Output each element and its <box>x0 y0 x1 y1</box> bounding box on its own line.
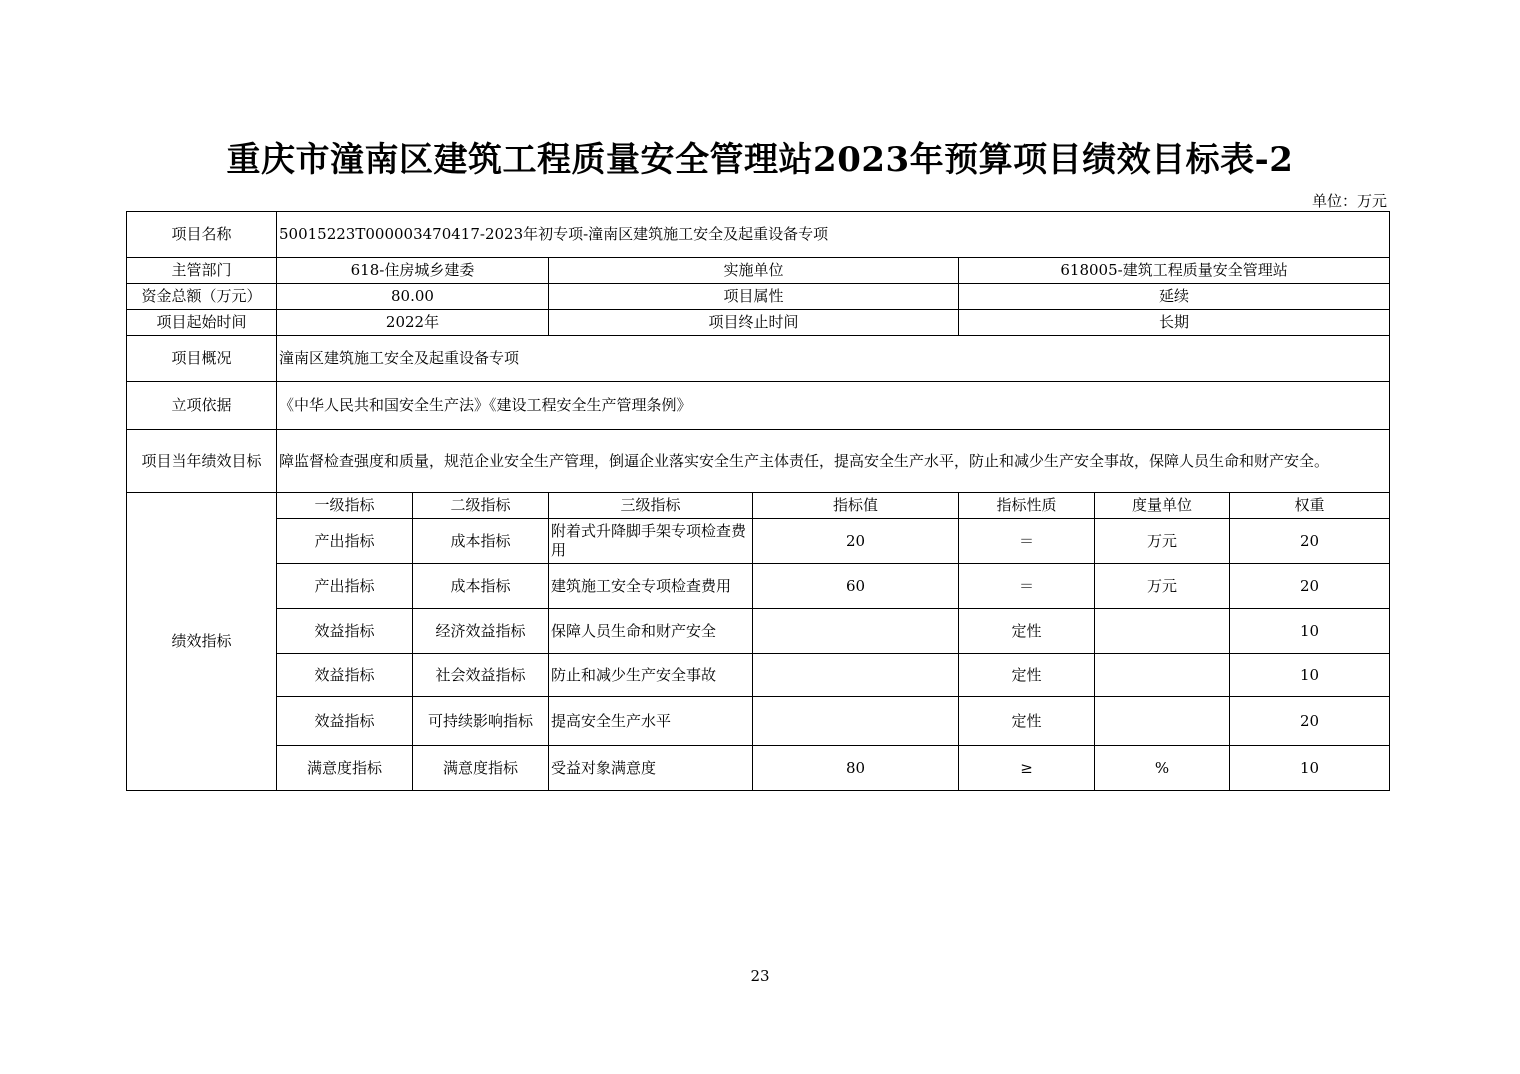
indicator-level1: 产出指标 <box>277 519 413 564</box>
indicator-nature: 定性 <box>959 697 1095 746</box>
basis-label: 立项依据 <box>127 382 277 430</box>
overview-label: 项目概况 <box>127 336 277 382</box>
indicator-level3: 受益对象满意度 <box>549 746 753 791</box>
indicator-level3: 提高安全生产水平 <box>549 697 753 746</box>
indicator-row <box>127 697 1390 746</box>
unit-label: 单位：万元 <box>1311 192 1387 210</box>
performance-target-table <box>126 211 1390 791</box>
indicator-level2: 成本指标 <box>413 519 549 564</box>
fund-label: 资金总额（万元） <box>127 284 277 310</box>
row-goal <box>127 430 1390 493</box>
indicator-level1: 满意度指标 <box>277 746 413 791</box>
header-level3: 三级指标 <box>549 493 753 519</box>
indicator-value: 20 <box>753 519 959 564</box>
indicator-nature: ＝ <box>959 519 1095 564</box>
end-label: 项目终止时间 <box>549 310 959 336</box>
indicator-nature: ≥ <box>959 746 1095 791</box>
indicator-level1: 效益指标 <box>277 609 413 654</box>
indicator-level3: 防止和减少生产安全事故 <box>549 654 753 697</box>
attr-value: 延续 <box>959 284 1390 310</box>
dept-value: 618-住房城乡建委 <box>277 258 549 284</box>
indicator-level2: 成本指标 <box>413 564 549 609</box>
indicator-row <box>127 564 1390 609</box>
indicators-section-label: 绩效指标 <box>127 493 277 791</box>
indicator-row <box>127 654 1390 697</box>
project-name-value: 50015223T000003470417-2023年初专项-潼南区建筑施工安全及起重设备专项 <box>277 212 1390 258</box>
indicator-level2: 经济效益指标 <box>413 609 549 654</box>
indicator-nature: ＝ <box>959 564 1095 609</box>
start-value: 2022年 <box>277 310 549 336</box>
overview-value: 潼南区建筑施工安全及起重设备专项 <box>277 336 1390 382</box>
goal-label: 项目当年绩效目标 <box>127 430 277 493</box>
indicator-unit: 万元 <box>1095 519 1230 564</box>
indicator-value: 80 <box>753 746 959 791</box>
indicator-level2: 社会效益指标 <box>413 654 549 697</box>
indicator-level3: 建筑施工安全专项检查费用 <box>549 564 753 609</box>
indicator-weight: 20 <box>1230 564 1390 609</box>
indicator-level3: 保障人员生命和财产安全 <box>549 609 753 654</box>
header-nature: 指标性质 <box>959 493 1095 519</box>
indicator-level1: 效益指标 <box>277 654 413 697</box>
project-name-label: 项目名称 <box>127 212 277 258</box>
impl-label: 实施单位 <box>549 258 959 284</box>
row-fund <box>127 284 1390 310</box>
indicator-value <box>753 609 959 654</box>
indicator-level3: 附着式升降脚手架专项检查费用 <box>549 519 753 564</box>
indicator-nature: 定性 <box>959 654 1095 697</box>
indicator-unit: % <box>1095 746 1230 791</box>
header-weight: 权重 <box>1230 493 1390 519</box>
row-project-name <box>127 212 1390 258</box>
indicator-weight: 20 <box>1230 697 1390 746</box>
row-time <box>127 310 1390 336</box>
header-value: 指标值 <box>753 493 959 519</box>
indicator-level1: 效益指标 <box>277 697 413 746</box>
header-level1: 一级指标 <box>277 493 413 519</box>
indicator-level2: 可持续影响指标 <box>413 697 549 746</box>
indicator-value: 60 <box>753 564 959 609</box>
impl-value: 618005-建筑工程质量安全管理站 <box>959 258 1390 284</box>
indicator-weight: 10 <box>1230 654 1390 697</box>
indicator-weight: 10 <box>1230 609 1390 654</box>
indicator-weight: 20 <box>1230 519 1390 564</box>
goal-value: 障监督检查强度和质量，规范企业安全生产管理，倒逼企业落实安全生产主体责任，提高安全生产水平，防止和减少生产安全事故，保障人员生命和财产安全。 <box>277 430 1390 493</box>
indicator-nature: 定性 <box>959 609 1095 654</box>
indicator-row <box>127 746 1390 791</box>
page-number: 23 <box>750 967 770 985</box>
fund-value: 80.00 <box>277 284 549 310</box>
row-overview <box>127 336 1390 382</box>
header-unit: 度量单位 <box>1095 493 1230 519</box>
header-level2: 二级指标 <box>413 493 549 519</box>
indicator-level2: 满意度指标 <box>413 746 549 791</box>
attr-label: 项目属性 <box>549 284 959 310</box>
end-value: 长期 <box>959 310 1390 336</box>
indicator-row <box>127 609 1390 654</box>
basis-value: 《中华人民共和国安全生产法》《建设工程安全生产管理条例》 <box>277 382 1390 430</box>
dept-label: 主管部门 <box>127 258 277 284</box>
indicator-unit <box>1095 654 1230 697</box>
indicator-row <box>127 519 1390 564</box>
indicator-unit <box>1095 697 1230 746</box>
indicator-weight: 10 <box>1230 746 1390 791</box>
document-title: 重庆市潼南区建筑工程质量安全管理站2023年预算项目绩效目标表-2 <box>226 140 1294 180</box>
indicator-unit <box>1095 609 1230 654</box>
indicator-header-row <box>127 493 1390 519</box>
indicator-unit: 万元 <box>1095 564 1230 609</box>
start-label: 项目起始时间 <box>127 310 277 336</box>
row-department <box>127 258 1390 284</box>
row-basis <box>127 382 1390 430</box>
indicator-value <box>753 654 959 697</box>
indicator-level1: 产出指标 <box>277 564 413 609</box>
indicator-value <box>753 697 959 746</box>
